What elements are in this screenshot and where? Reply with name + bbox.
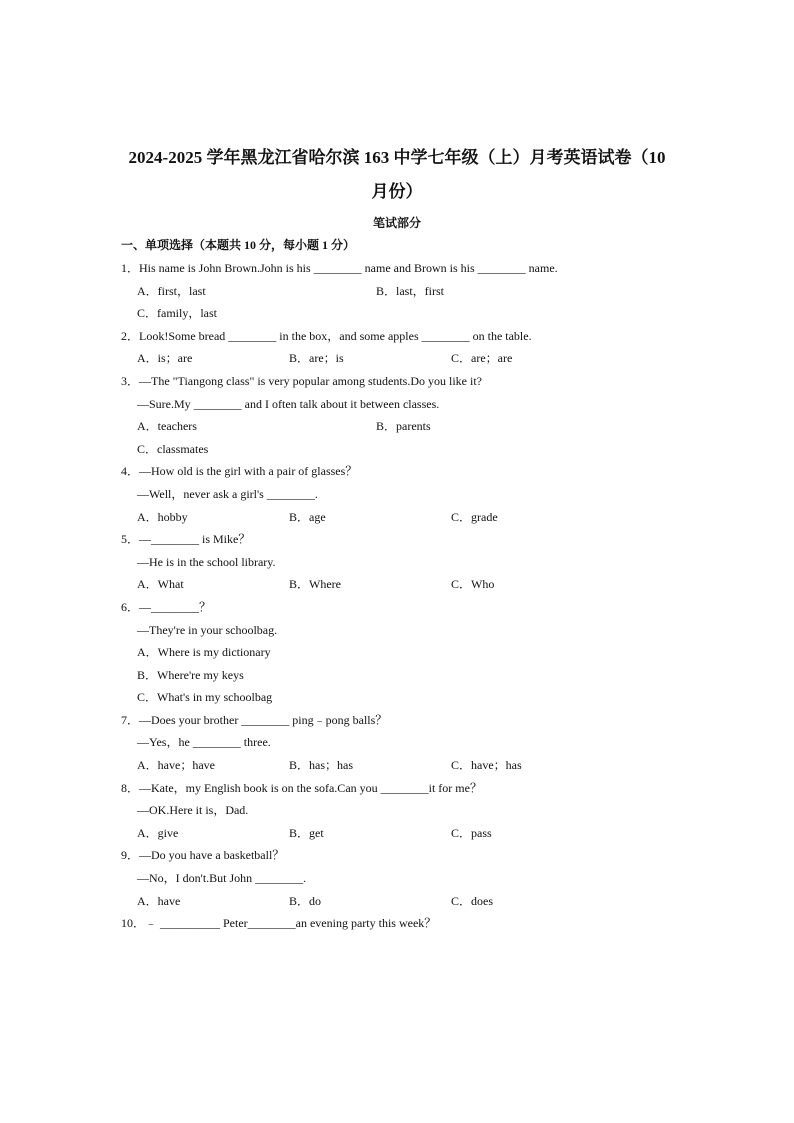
question-2-option-a[interactable]: A．is；are: [137, 351, 193, 366]
question-7-option-b[interactable]: B．has；has: [289, 758, 353, 773]
question-1-option-b[interactable]: B．last，first: [376, 283, 444, 298]
question-5-option-a[interactable]: A．What: [137, 577, 184, 592]
question-4-stem: 4．—How old is the girl with a pair of glasses？: [121, 464, 358, 479]
question-9-stem: 9．—Do you have a basketball？: [121, 848, 285, 863]
question-8-option-a[interactable]: A．give: [137, 825, 179, 840]
question-6-stem: 6．—________？: [121, 599, 212, 614]
question-9-option-b[interactable]: B．do: [289, 893, 322, 908]
question-9-option-a[interactable]: A．have: [137, 893, 181, 908]
question-list: [121, 257, 681, 935]
question-9-options: [121, 890, 681, 913]
question-3-option-c[interactable]: C．classmates: [137, 441, 209, 456]
question-5-options: [121, 573, 681, 596]
question-7-option-c[interactable]: C．have；has: [451, 758, 522, 773]
question-7-stem: 7．—Does your brother ________ ping﹣pong balls？: [121, 712, 388, 727]
question-4-option-c[interactable]: C．grade: [451, 509, 498, 524]
question-3-reply: —Sure.My ________ and I often talk about it between classes.: [137, 396, 440, 411]
question-8-option-c[interactable]: C．pass: [451, 825, 492, 840]
question-4-option-a[interactable]: A．hobby: [137, 509, 188, 524]
question-9-reply: —No，I don't.But John ________.: [137, 871, 307, 886]
question-6-option-c[interactable]: C．What's in my schoolbag: [137, 690, 273, 705]
question-8-options: [121, 822, 681, 845]
part-heading: 笔试部分: [372, 216, 421, 230]
question-7-options: [121, 754, 681, 777]
question-1-options-row1: [121, 280, 681, 303]
question-5-option-c[interactable]: C．Who: [451, 577, 495, 592]
question-6-option-a[interactable]: A．Where is my dictionary: [137, 645, 271, 660]
question-1-stem: 1．His name is John Brown.John is his ________ name and Brown is his ________ name.: [121, 261, 558, 275]
question-4-options: [121, 506, 681, 529]
question-7-reply: —Yes，he ________ three.: [137, 735, 271, 750]
question-3-stem: 3．—The "Tiangong class" is very popular among students.Do you like it?: [121, 373, 482, 388]
question-2-stem: 2．Look!Some bread ________ in the box，and some apples ________ on the table.: [121, 328, 532, 343]
question-3-option-a[interactable]: A．teachers: [137, 419, 197, 434]
question-2-options: [121, 347, 681, 370]
question-8-option-b[interactable]: B．get: [289, 825, 324, 840]
question-10-stem: 10．﹣ __________ Peter________an evening party this week？: [121, 916, 437, 931]
question-5-stem: 5．—________ is Mike？: [121, 532, 251, 547]
question-8-stem: 8．—Kate，my English book is on the sofa.Can you ________it for me？: [121, 780, 482, 795]
question-6-reply: —They're in your schoolbag.: [137, 622, 278, 637]
section-heading: 一、单项选择（本题共 10 分，每小题 1 分）: [121, 238, 356, 252]
question-9-option-c[interactable]: C．does: [451, 893, 494, 908]
exam-title-line1: 2024-2025 学年黑龙江省哈尔滨 163 中学七年级（上）月考英语试卷（10: [128, 148, 666, 167]
question-4-reply: —Well，never ask a girl's ________.: [137, 486, 318, 501]
question-3-options-row1: [121, 415, 681, 438]
question-5-option-b[interactable]: B．Where: [289, 577, 341, 592]
question-5-reply: —He is in the school library.: [137, 554, 276, 569]
exam-title-line2: 月份）: [371, 182, 423, 201]
question-8-reply: —OK.Here it is，Dad.: [137, 803, 249, 818]
question-6-option-b[interactable]: B．Where're my keys: [137, 667, 244, 682]
question-3-option-b[interactable]: B．parents: [376, 419, 431, 434]
question-1-option-a[interactable]: A．first，last: [137, 283, 206, 298]
question-4-option-b[interactable]: B．age: [289, 509, 326, 524]
question-2-option-b[interactable]: B．are；is: [289, 351, 344, 366]
question-1-option-c[interactable]: C．family，last: [137, 306, 217, 321]
question-7-option-a[interactable]: A．have；have: [137, 758, 215, 773]
question-2-option-c[interactable]: C．are；are: [451, 351, 513, 366]
